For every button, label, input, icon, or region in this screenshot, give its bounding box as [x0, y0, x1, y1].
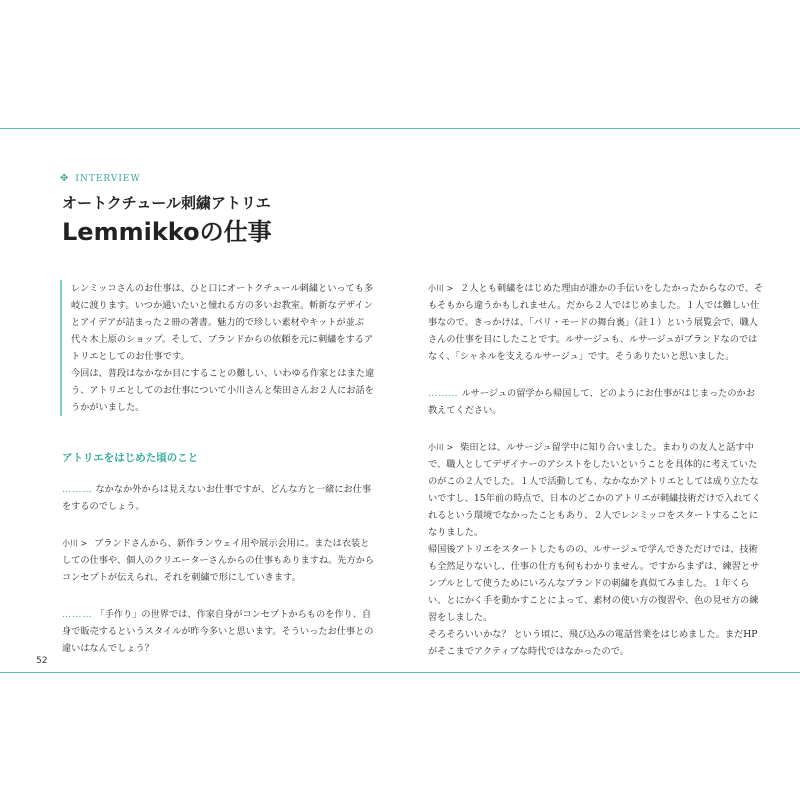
- speaker-label: 小川 >: [428, 284, 454, 293]
- answer-paragraph: [428, 439, 764, 541]
- question: [428, 385, 764, 419]
- answer: [428, 439, 764, 660]
- kicker-label: INTERVIEW: [75, 173, 141, 184]
- speaker-label: 小川 >: [62, 539, 88, 548]
- question-text: なかなか外からは見えないお仕事ですが、どんな方と一緒にお仕事をするのでしょう。: [62, 484, 372, 512]
- left-column: [62, 280, 378, 677]
- article-subtitle: オートクチュール刺繍アトリエ: [62, 194, 271, 212]
- intro-paragraph: レンミッコさんのお仕事は、ひと口にオートクチュール刺繍といっても多岐に渡ります。いつか通いたいと憧れる方の多いお教室。斬新なデザインとアイデアが詰まった２冊の著書。魅力的で珍しい素材やキットが並ぶ代々木上原のショップ。そして、ブランドからの依頼を元に刺繍をするアトリエとしてのお仕事です。: [71, 283, 374, 362]
- article-title: Lemmikkoの仕事: [62, 218, 272, 246]
- answer-text: ブランドさんから、新作ランウェイ用や展示会用に。または衣装としての仕事や、個人のクリエーターさんからの仕事もありますね。先方からコンセプトが伝えられ、それを刺繍で形にしていきます。: [62, 538, 375, 583]
- answer: [62, 535, 378, 586]
- question-dots: ………: [62, 609, 93, 620]
- answer-paragraph: そろそろいいかな？ という頃に、飛び込みの電話営業をはじめました。まだHPがそこまでアクティブな時代ではなかったので。: [428, 629, 758, 657]
- answer-text: 柴田とは、ルサージュ留学中に知り合いました。まわりの友人と話す中で、職人としてデザイナーのアシストをしたいということを具体的に考えていたのがこの２人でした。１人で活動しても、なかなかアトリエとしては成り立たないですし、15年前の時点で、日本のどこかのアトリエが刺繍技術だけで入れてくれるという環境でなかったこともあり、２人でレンミッコをスタートすることになりました。: [428, 442, 761, 538]
- question-text: 「手作り」の世界では、作家自身がコンセプトからものを作り、自身で販売するというスタイルが昨今多いと思います。そういったお仕事との違いはなんでしょう？: [62, 609, 374, 654]
- question-text: ルサージュの留学から帰国して、どのようにお仕事がはじまったのかお教えてください。: [428, 388, 755, 416]
- top-rule: [0, 128, 800, 129]
- answer-text: ２人とも刺繍をはじめた理由が誰かの手伝いをしたかったからなので、そもそもから違うかもしれません。だから２人ではじめました。１人では難しい仕事なので。きっかけは、「パリ・モードの舞台裏」（註１）という展覧会で、職人さんの仕事を目にしたことです。ルサージュも、ルサージュがブランドなのではなく、「シャネルを支えるルサージュ」です。そうありたいと思いました。: [428, 283, 764, 362]
- speaker-label: 小川 >: [428, 443, 454, 452]
- right-column: [428, 280, 764, 680]
- section-kicker: [60, 173, 141, 184]
- answer-paragraph: 帰国後アトリエをスタートしたものの、ルサージュで学んできただけでは、技術も全然足りないし、仕事の仕方も何もわかりません。ですからまずは、練習とサンプルとして使うためにいろんなブランドの刺繍を真似てみました。１年くらい、とにかく手を動かすことによって、素材の使い方の復習や、色の見せ方の練習をしました。: [428, 544, 760, 623]
- question: [62, 481, 378, 515]
- intro-paragraph: 今回は、普段はなかなか目にすることの難しい、いわゆる作家とはまた違う、アトリエとしてのお仕事について小川さんと柴田さんお２人にお話をうかがいました。: [71, 368, 375, 413]
- page-number: 52: [36, 656, 48, 666]
- ornament-icon: ✥: [60, 173, 70, 184]
- question: [62, 606, 378, 657]
- section-heading: アトリエをはじめた頃のこと: [62, 452, 199, 464]
- intro-block: [60, 280, 378, 416]
- question-dots: ………: [62, 484, 93, 495]
- question-dots: ………: [428, 388, 459, 399]
- answer: [428, 280, 764, 365]
